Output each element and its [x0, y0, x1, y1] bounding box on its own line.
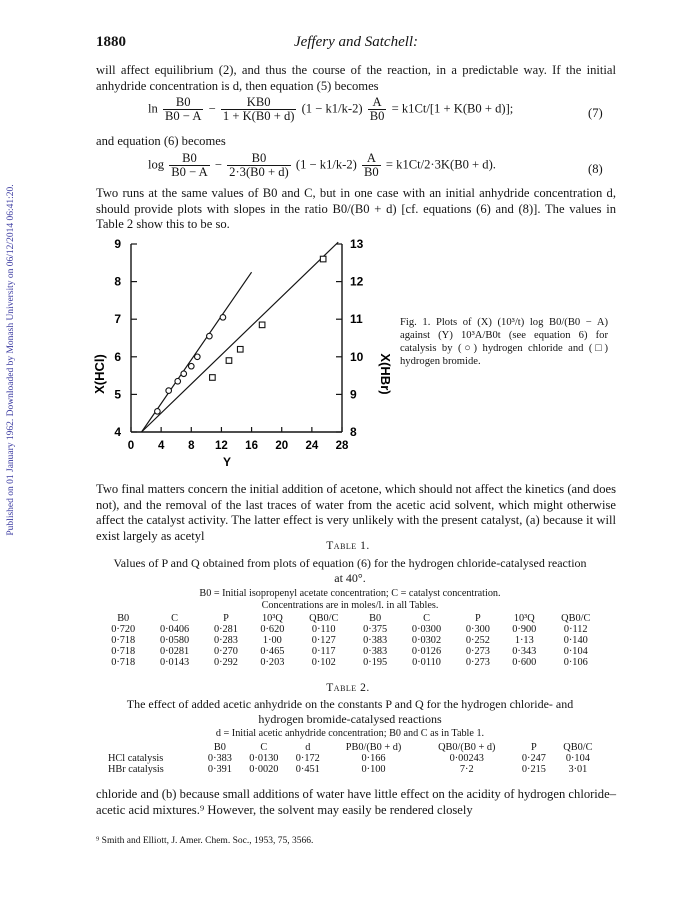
eq7-ln: ln: [148, 101, 158, 116]
table-1-title: Table 1.: [326, 540, 370, 552]
eq8-fraction-3: $\frac{A}{B0}$: [364, 151, 379, 179]
hcl-data-point: [175, 378, 181, 384]
paragraph-1: will affect equilibrium (2), and thus the course of the reaction, in a predictable way. If the initial anhydride concentration is d, then equation (5) becomes: [96, 63, 616, 93]
table-cell: 0·383: [363, 635, 388, 646]
table-cell: 0·166: [361, 753, 386, 764]
table-1-header-cell: C: [171, 613, 179, 624]
left-tick-label: 6: [114, 349, 121, 364]
hbr-data-point: [210, 375, 216, 381]
table-cell: 0·195: [363, 657, 388, 668]
table-1-header-cell: 10³Q: [513, 613, 535, 624]
table-row: [100, 646, 604, 657]
table-cell: 0·383: [207, 753, 232, 764]
figure-1-plot: [92, 232, 393, 470]
table-cell: 0·465: [260, 646, 285, 657]
fit-lines: [142, 242, 339, 432]
hcl-data-point: [207, 333, 213, 339]
page-header: [96, 34, 616, 56]
hcl-data-point: [195, 354, 201, 360]
bottom-axis-label: Y: [222, 455, 232, 469]
table-cell: HCl catalysis: [108, 753, 164, 764]
paragraph-4: Two final matters concern the initial addition of acetone, which should not affect the kinetics (and does not), and the removal of the last traces of water from the acetic acid solvent, which might otherwise affect the catalyst activity. The latter effect is very unlikely with the present catalyst, (a) because it will exist largely as acetyl: [96, 482, 616, 543]
table-cell: 0·172: [295, 753, 320, 764]
table-2-header-cell: C: [260, 742, 268, 753]
table-2-header-cell: PB0/(B0 + d): [345, 742, 402, 753]
page-number: 1880: [96, 34, 126, 50]
table-cell: 0·102: [311, 657, 336, 668]
hcl-fit-line: [142, 272, 252, 432]
table-2-header-cell: P: [531, 742, 537, 753]
table-cell: 0·600: [512, 657, 537, 668]
hcl-data-point: [166, 388, 172, 394]
hbr-fit-line: [142, 242, 339, 432]
table-row: [108, 753, 602, 764]
table-cell: 0·391: [207, 764, 232, 775]
table-2-note: d = Initial acetic anhydride concentration; B0 and C as in Table 1.: [215, 728, 485, 739]
table-cell: HBr catalysis: [108, 764, 164, 775]
table-cell: 0·270: [213, 646, 238, 657]
table-2-header-cell: B0: [213, 742, 226, 753]
table-row: [100, 635, 604, 646]
figure-1-caption: Fig. 1. Plots of (X) (10³/t) log B0/(B0 − A) against (Y) 10³A/B0t (see equation 6) for catalysis by (○) hydrogen chloride and (□) hydrogen bromide.: [400, 316, 608, 367]
bottom-tick-label: 4: [157, 440, 165, 452]
table-cell: 0·100: [361, 764, 386, 775]
bottom-tick-label: 12: [215, 440, 228, 452]
table-cell: 0·383: [363, 646, 388, 657]
table-cell: 0·718: [111, 635, 136, 646]
table-1: [100, 613, 604, 668]
table-row: [108, 764, 602, 775]
table-cell: 0·127: [311, 635, 336, 646]
table-1-header-cell: P: [223, 613, 229, 624]
eq8-fraction-1: $\frac{B0}{B0 - A}$: [171, 151, 208, 179]
table-2-header-cell: [108, 742, 200, 753]
table-cell: 0·112: [563, 624, 588, 635]
table-cell: 0·720: [111, 624, 136, 635]
table-cell: 0·106: [563, 657, 588, 668]
hcl-data-point: [181, 371, 187, 377]
table-2-header-cell: QB0/C: [563, 742, 593, 753]
table-cell: 0·900: [512, 624, 537, 635]
left-axis-label: X(HCl): [92, 354, 107, 394]
table-cell: 3·01: [568, 764, 588, 775]
table-cell: 1·13: [514, 635, 534, 646]
table-2-title: Table 2.: [326, 682, 370, 694]
table-cell: 0·252: [465, 635, 490, 646]
bottom-tick-label: 20: [275, 440, 289, 452]
hbr-data-point: [237, 346, 243, 352]
table-cell: 0·292: [213, 657, 238, 668]
right-tick-label: 13: [350, 237, 364, 251]
table-cell: 0·0300: [411, 624, 442, 635]
table-cell: 0·343: [512, 646, 537, 657]
table-cell: 0·215: [521, 764, 546, 775]
table-cell: 0·273: [465, 657, 490, 668]
table-cell: 0·110: [311, 624, 336, 635]
table-cell: 0·718: [111, 646, 136, 657]
footnote: ⁹ Smith and Elliott, J. Amer. Chem. Soc., 1953, 75, 3566.: [96, 836, 314, 846]
table-cell: 0·203: [260, 657, 285, 668]
eq7-fraction-3: $\frac{A}{B0}$: [369, 95, 385, 123]
bottom-tick-label: 16: [245, 440, 258, 452]
table-2-header-row: [108, 742, 602, 753]
table-cell: 0·0580: [159, 635, 190, 646]
right-tick-label: 12: [350, 274, 364, 289]
eq7-fraction-2: $\frac{KB0}{1 + K(B0 + d)}$: [222, 95, 295, 123]
table-1-caption: Values of P and Q obtained from plots of equation (6) for the hydrogen chloride-catalysed reaction at 40°.: [113, 556, 587, 585]
paragraph-3: Two runs at the same values of B0 and C, but in one case with an initial anhydride concentration d, should provide plots with slopes in the ratio B0/(B0 + d) [cf. equations (6) and (8)]. The values in Table 2 show this to be so.: [96, 186, 616, 232]
table-1-header-cell: P: [475, 613, 481, 624]
hcl-data-point: [155, 409, 161, 415]
table-cell: 0·0126: [411, 646, 442, 657]
hbr-data-point: [320, 256, 326, 262]
bottom-tick-label: 24: [305, 440, 319, 452]
table-cell: 0·718: [111, 657, 136, 668]
table-cell: 0·451: [295, 764, 320, 775]
equation-7: ln $\frac{B0}{B0 - A}$ − $\frac{KB0}{1 + K(B0 + d)}$ (1 − k1/k-2) $\frac{A}{B0}$ = k1Ct/[1 + K(B0 + d)];: [148, 95, 514, 123]
plot-ticks: [114, 237, 363, 452]
table-1-header-row: [100, 613, 604, 624]
table-cell: 0·104: [563, 646, 588, 657]
table-cell: 0·0020: [249, 764, 279, 775]
hbr-data-point: [259, 322, 265, 328]
table-2-header-cell: d: [305, 742, 311, 753]
bottom-tick-label: 8: [188, 440, 195, 452]
left-tick-label: 4: [114, 425, 121, 439]
download-notice-text: Published on 01 January 1962. Downloaded by Monash University on 06/12/2014 06:41:20.: [6, 184, 16, 536]
plot-axes: [131, 244, 342, 432]
table-1-note: B0 = Initial isopropenyl acetate concentration; C = catalyst concentration.: [199, 588, 501, 599]
table-cell: 0·0281: [159, 646, 190, 657]
table-2: [108, 742, 602, 775]
table-cell: 0·273: [465, 646, 490, 657]
table-cell: 0·104: [565, 753, 590, 764]
paragraph-2: and equation (6) becomes: [96, 134, 226, 148]
table-row: [100, 624, 604, 635]
table-cell: 1·00: [262, 635, 282, 646]
table-cell: 0·247: [521, 753, 546, 764]
table-1-header-cell: QB0/C: [561, 613, 591, 624]
equation-7-number: (7): [588, 106, 603, 120]
table-1-header-cell: B0: [117, 613, 130, 624]
right-tick-label: 11: [350, 312, 363, 327]
table-cell: 0·375: [363, 624, 388, 635]
data-points: [155, 256, 326, 414]
table-cell: 0·0143: [159, 657, 190, 668]
table-1-header-cell: B0: [369, 613, 382, 624]
table-1-header-cell: QB0/C: [309, 613, 339, 624]
left-tick-label: 5: [114, 387, 121, 402]
paragraph-5: chloride and (b) because small additions of water have little effect on the acidity of hydrogen chloride–acetic acid mixtures.⁹ However, the solvent may easily be rendered closely: [96, 787, 616, 817]
table-cell: 0·117: [311, 646, 336, 657]
table-cell: 0·0130: [249, 753, 279, 764]
table-cell: 7·2: [459, 764, 474, 775]
table-cell: 0·0110: [412, 657, 441, 668]
bottom-tick-label: 0: [127, 440, 135, 452]
running-title: Jeffery and Satchell:: [293, 34, 419, 50]
table-1-note-2: Concentrations are in moles/l. in all Tables.: [261, 600, 439, 611]
table-cell: 0·0406: [159, 624, 190, 635]
table-row: [100, 657, 604, 668]
download-notice: [4, 110, 18, 610]
table-1-header-cell: 10³Q: [261, 613, 283, 624]
table-cell: 0·620: [260, 624, 285, 635]
bottom-tick-label: 28: [335, 440, 349, 452]
eq8-log: log: [148, 157, 165, 172]
table-2-header-cell: QB0/(B0 + d): [438, 742, 496, 753]
left-tick-label: 8: [114, 274, 121, 289]
table-cell: 0·0302: [411, 635, 442, 646]
table-2-caption: The effect of added acetic anhydride on the constants P and Q for the hydrogen chloride- and hydrogen bromide-catalysed reactions: [126, 697, 574, 726]
table-cell: 0·283: [213, 635, 238, 646]
right-tick-label: 8: [350, 425, 357, 439]
eq8-fraction-2: $\frac{B0}{2\cdot 3(B0 + d)}$: [229, 151, 289, 179]
left-tick-label: 7: [114, 312, 121, 327]
eq7-fraction-1: $\frac{B0}{B0 - A}$: [164, 95, 202, 123]
equation-8: log $\frac{B0}{B0 - A}$ − $\frac{B0}{2\cdot 3(B0 + d)}$ (1 − k1/k-2) $\frac{A}{B0}$ = k1Ct/2·3K(B0 + d).: [148, 151, 496, 179]
table-cell: 0·281: [213, 624, 238, 635]
table-cell: 0·00243: [449, 753, 484, 764]
hbr-data-point: [226, 358, 232, 364]
left-tick-label: 9: [114, 237, 121, 251]
table-cell: 0·140: [563, 635, 588, 646]
right-tick-label: 10: [350, 349, 364, 364]
hcl-data-point: [220, 315, 226, 321]
right-tick-label: 9: [350, 387, 357, 402]
table-cell: 0·300: [465, 624, 490, 635]
table-1-header-cell: C: [423, 613, 430, 624]
hcl-data-point: [188, 363, 194, 369]
equation-8-number: (8): [588, 162, 603, 176]
right-axis-label: X(HBr): [378, 353, 393, 395]
